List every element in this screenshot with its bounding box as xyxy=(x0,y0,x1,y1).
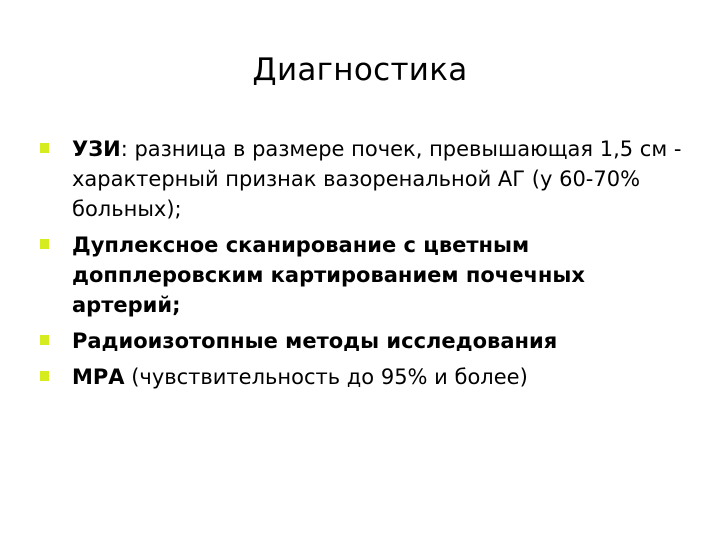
bullet-square-icon xyxy=(40,239,49,249)
bullet-item-mra xyxy=(40,362,690,392)
bullet-lead-text: Радиоизотопные методы исследования xyxy=(72,329,558,353)
bullet-item-radioisotope xyxy=(40,326,690,356)
bullet-square-icon xyxy=(40,143,49,153)
bullet-item-duplex xyxy=(40,230,690,320)
bullet-lead-text: МРА xyxy=(72,365,125,389)
slide-title: Диагностика xyxy=(252,52,468,88)
bullet-rest-text: (чувствительность до 95% и более) xyxy=(124,365,528,389)
bullet-rest-text: : разница в размере почек, превышающая 1,5 см - характерный признак вазоренальной АГ (у 60-70% больных); xyxy=(72,137,682,221)
bullet-lead-text: Дуплексное сканирование с цветным допплеровским картированием почечных артерий; xyxy=(72,233,585,317)
bullet-item-uzi xyxy=(40,134,690,224)
bullet-list xyxy=(40,134,690,398)
bullet-lead-text: УЗИ xyxy=(72,137,121,161)
bullet-square-icon xyxy=(40,335,49,345)
bullet-square-icon xyxy=(40,371,49,381)
